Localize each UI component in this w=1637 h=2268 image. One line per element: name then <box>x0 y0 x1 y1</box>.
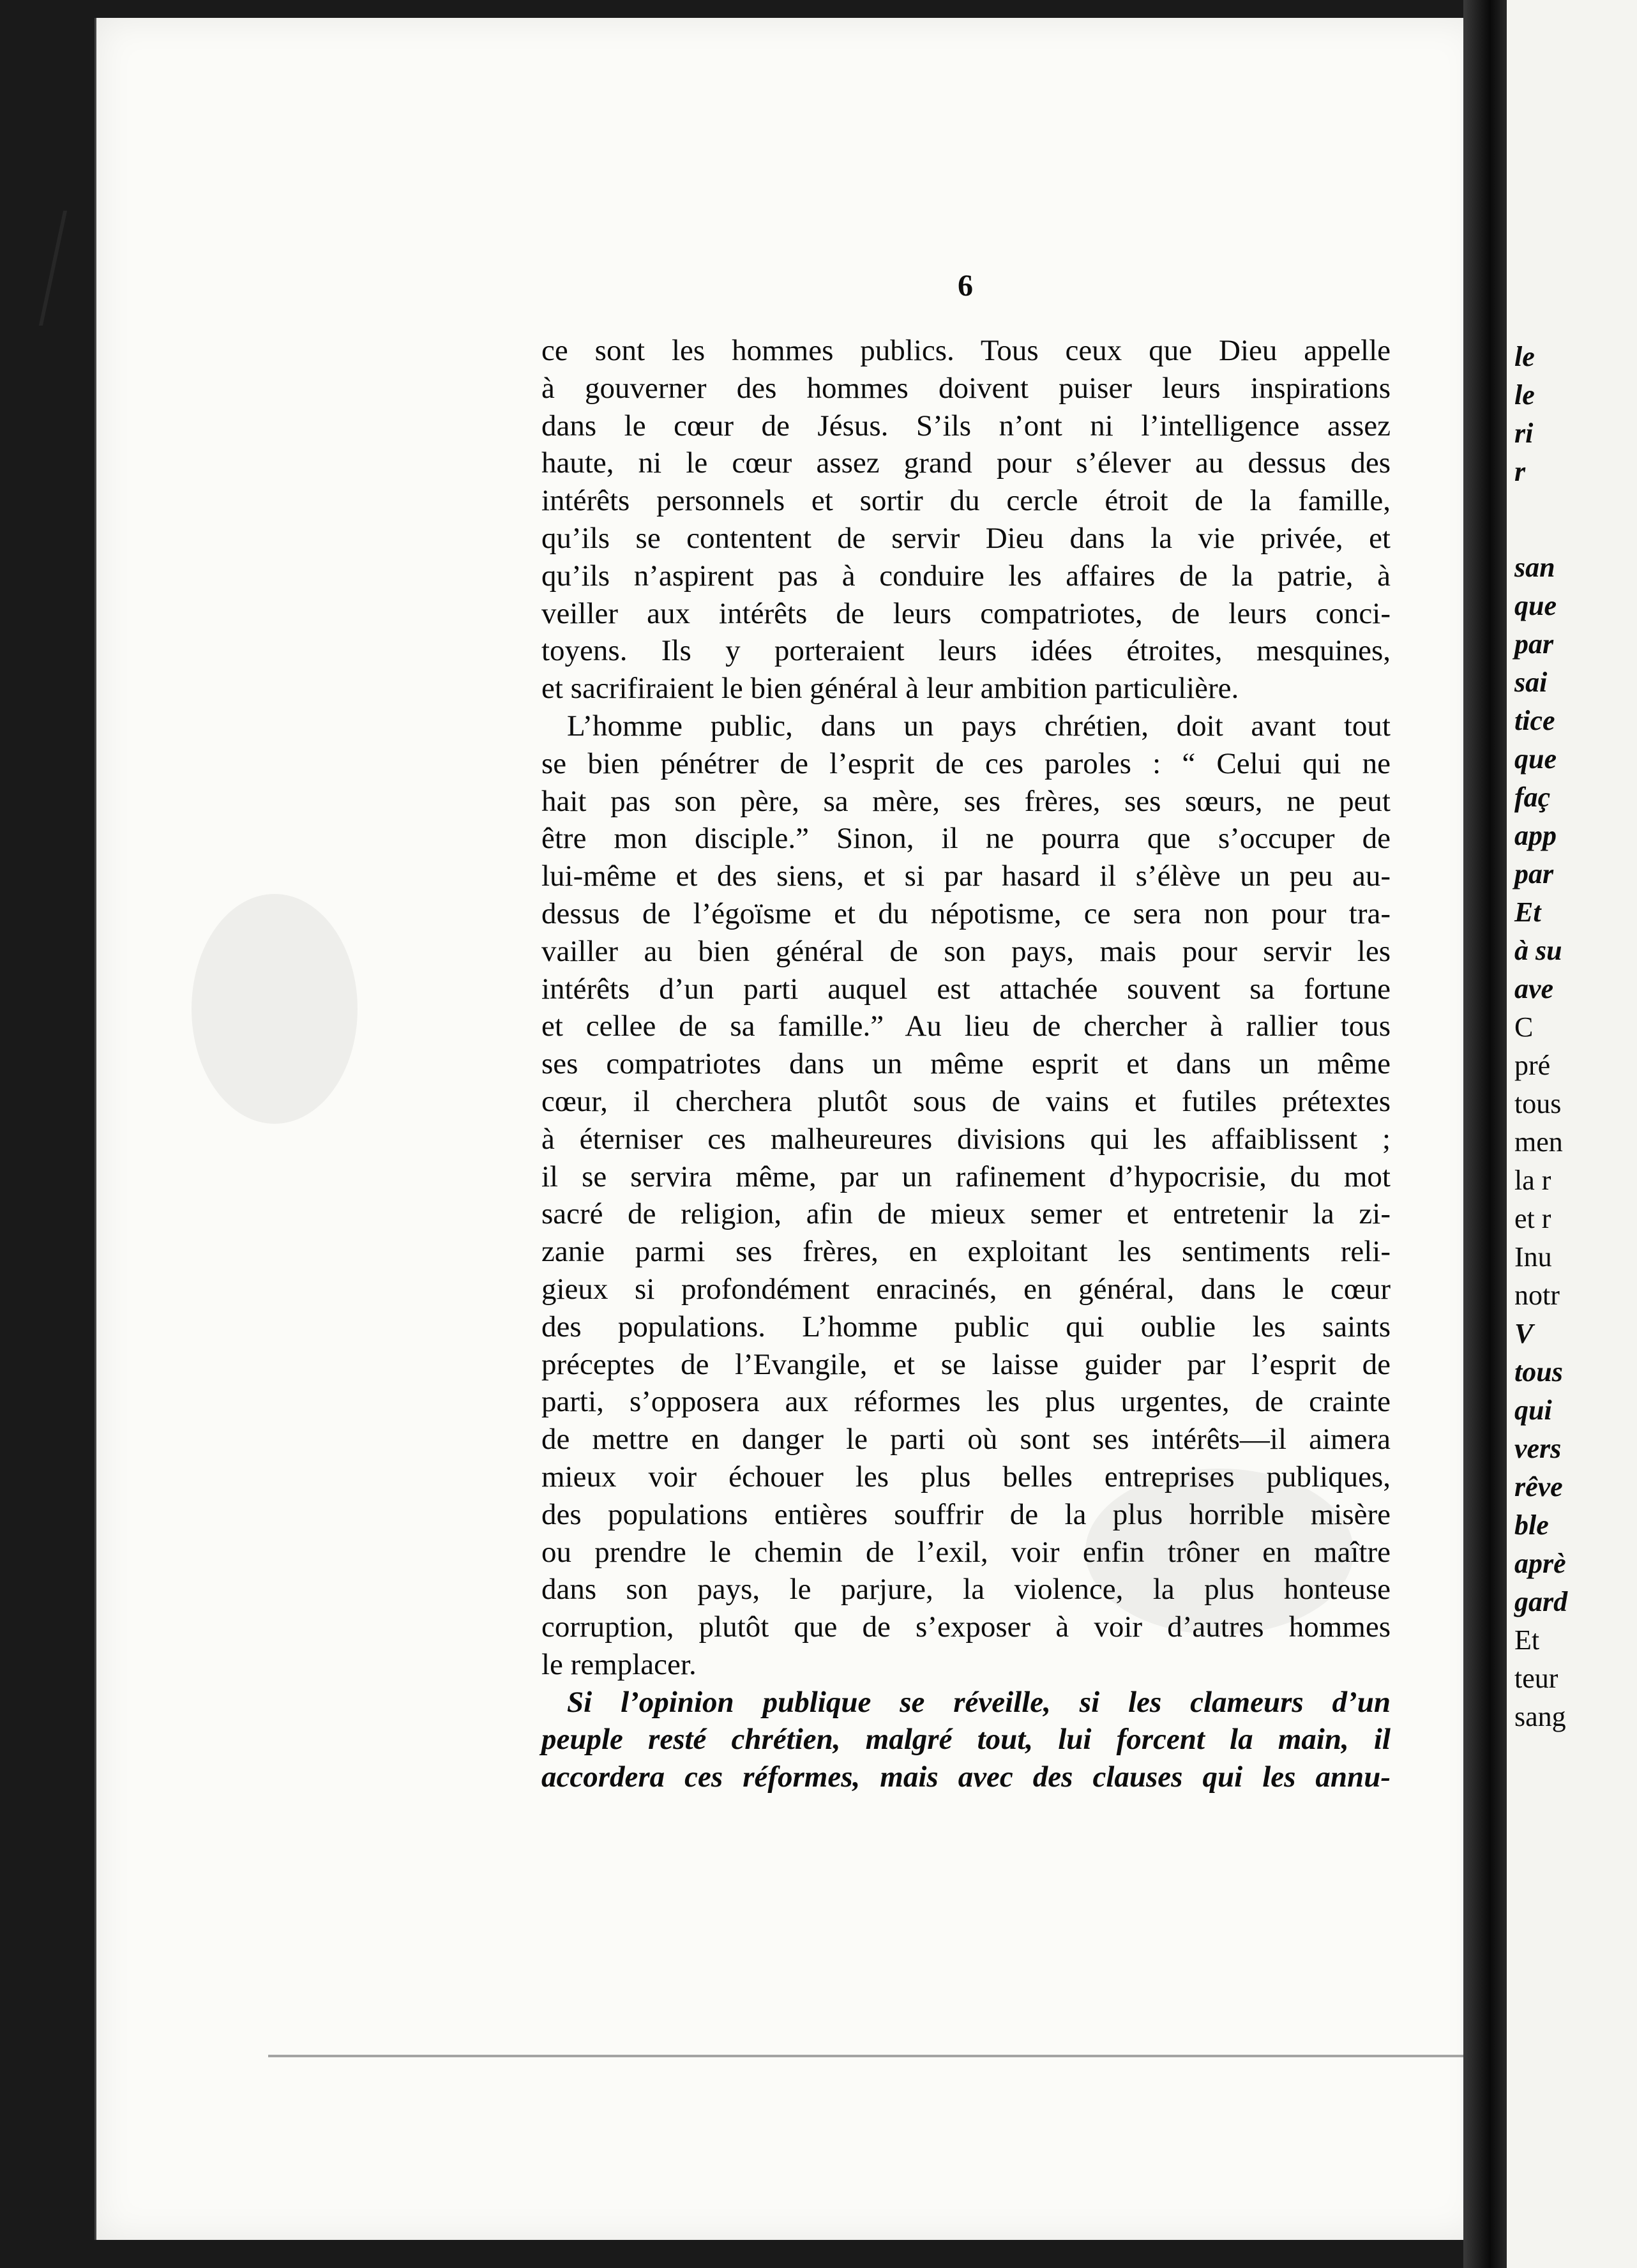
facing-page-text-fragment: rêve <box>1514 1471 1563 1502</box>
text-line: hait pas son père, sa mère, ses frères, ses sœurs, ne peut <box>541 784 1391 818</box>
text-line: veiller aux intérêts de leurs compatriotes, de leurs conci- <box>541 596 1391 630</box>
facing-page-text-fragment: notr <box>1514 1280 1560 1311</box>
text-line: être mon disciple.” Sinon, il ne pourra que s’occuper de <box>541 822 1391 856</box>
text-line: et cellee de sa famille.” Au lieu de chercher à rallier tous <box>541 1009 1391 1043</box>
facing-page-text-fragment: C <box>1514 1011 1534 1043</box>
facing-page-text-fragment: vers <box>1514 1433 1562 1464</box>
page-bottom-edge <box>268 2055 1468 2057</box>
text-line: qu’ils n’aspirent pas à conduire les affaires de la patrie, à <box>541 559 1391 593</box>
text-line: ce sont les hommes publics. Tous ceux que Dieu appelle <box>541 334 1391 367</box>
facing-page-text-fragment: que <box>1514 743 1557 775</box>
text-line: Si l’opinion publique se réveille, si les clameurs d’un <box>567 1685 1391 1719</box>
text-line: des populations entières souffrir de la plus horrible misère <box>541 1497 1391 1531</box>
text-line: il se servira même, par un rafinement d’hypocrisie, du mot <box>541 1160 1391 1193</box>
text-line: gieux si profondément enracinés, en général, dans le cœur <box>541 1272 1391 1306</box>
text-line: lui-même et des siens, et si par hasard il s’élève un peu au- <box>541 859 1391 893</box>
text-line: qu’ils se contentent de servir Dieu dans la vie privée, et <box>541 521 1391 555</box>
facing-page-text-fragment: tice <box>1514 705 1555 736</box>
text-line: à éterniser ces malheureures divisions qui les affaiblissent ; <box>541 1122 1391 1156</box>
text-line: dessus de l’égoïsme et du népotisme, ce sera non pour tra- <box>541 896 1391 930</box>
text-line: haute, ni le cœur assez grand pour s’élever au dessus des <box>541 446 1391 480</box>
facing-page-text-fragment: ble <box>1514 1509 1549 1541</box>
facing-page-text-fragment: faç <box>1514 782 1551 813</box>
facing-page-text-fragment: qui <box>1514 1395 1552 1426</box>
facing-page-text-fragment: le <box>1514 379 1535 411</box>
facing-page-text-fragment: teur <box>1514 1663 1558 1694</box>
book-gutter <box>1463 0 1508 2268</box>
facing-page-text-fragment: r <box>1514 456 1526 487</box>
text-line: ses compatriotes dans un même esprit et dans un même <box>541 1047 1391 1081</box>
facing-page-text-fragment: aprè <box>1514 1548 1566 1579</box>
text-line: à gouverner des hommes doivent puiser leurs inspirations <box>541 371 1391 405</box>
facing-page-text-fragment: ave <box>1514 973 1554 1004</box>
text-line: vailler au bien général de son pays, mais pour servir les <box>541 934 1391 968</box>
text-line: mieux voir échouer les plus belles entreprises publiques, <box>541 1460 1391 1493</box>
text-line: dans son pays, le parjure, la violence, la plus honteuse <box>541 1573 1391 1606</box>
facing-page-text-fragment: tous <box>1514 1088 1562 1119</box>
facing-page-text-fragment: par <box>1514 628 1554 660</box>
text-line: ou prendre le chemin de l’exil, voir enfin trôner en maître <box>541 1535 1391 1569</box>
facing-page-text-fragment: V <box>1514 1318 1534 1349</box>
facing-page-text-fragment: gard <box>1514 1586 1568 1617</box>
facing-page-text-fragment: le <box>1514 341 1535 372</box>
facing-page-text-fragment: men <box>1514 1126 1563 1158</box>
text-line: se bien pénétrer de l’esprit de ces paroles : “ Celui qui ne <box>541 746 1391 780</box>
text-line: sacré de religion, afin de mieux semer et entretenir la zi- <box>541 1197 1391 1231</box>
text-line: zanie parmi ses frères, en exploitant les sentiments reli- <box>541 1235 1391 1269</box>
text-line: le remplacer. <box>541 1647 697 1681</box>
facing-page-fragment <box>1507 0 1637 2268</box>
facing-page-text-fragment: la r <box>1514 1165 1551 1196</box>
facing-page-text-fragment: ri <box>1514 418 1534 449</box>
facing-page-text-fragment: san <box>1514 552 1555 583</box>
text-line: intérêts personnels et sortir du cercle étroit de la famille, <box>541 484 1391 518</box>
facing-page-text-fragment: app <box>1514 820 1557 851</box>
text-line: corruption, plutôt que de s’exposer à voir d’autres hommes <box>541 1610 1391 1644</box>
facing-page-text-fragment: Inu <box>1514 1241 1552 1273</box>
facing-page-text-fragment: que <box>1514 590 1557 621</box>
text-line: cœur, il cherchera plutôt sous de vains et futiles prétextes <box>541 1084 1391 1118</box>
text-line: dans le cœur de Jésus. S’ils n’ont ni l’intelligence assez <box>541 409 1391 442</box>
facing-page-text-fragment: et r <box>1514 1203 1551 1234</box>
page-number: 6 <box>958 269 973 303</box>
facing-page-text-fragment: Et <box>1514 896 1541 928</box>
text-line: parti, s’opposera aux réformes les plus urgentes, de crainte <box>541 1385 1391 1419</box>
facing-page-text-fragment: pré <box>1514 1050 1551 1081</box>
text-line: intérêts d’un parti auquel est attachée souvent sa fortune <box>541 972 1391 1006</box>
facing-page-text-fragment: tous <box>1514 1356 1563 1387</box>
text-line: et sacrifiraient le bien général à leur ambition particulière. <box>541 672 1239 706</box>
text-line: peuple resté chrétien, malgré tout, lui forcent la main, il <box>541 1723 1391 1757</box>
text-line: accordera ces réformes, mais avec des clauses qui les annu- <box>541 1760 1391 1794</box>
text-line: toyens. Ils y porteraient leurs idées étroites, mesquines, <box>541 634 1391 668</box>
text-line: L’homme public, dans un pays chrétien, doit avant tout <box>567 709 1391 743</box>
facing-page-text-fragment: Et <box>1514 1624 1540 1656</box>
facing-page-text-fragment: par <box>1514 858 1554 889</box>
text-line: des populations. L’homme public qui oublie les saints <box>541 1310 1391 1343</box>
facing-page-text-fragment: sang <box>1514 1701 1566 1732</box>
text-line: préceptes de l’Evangile, et se laisse guider par l’esprit de <box>541 1347 1391 1381</box>
body-text <box>541 332 1391 1796</box>
text-line: de mettre en danger le parti où sont ses intérêts—il aimera <box>541 1423 1391 1456</box>
paper-stain <box>192 894 358 1124</box>
facing-page-text-fragment: sai <box>1514 667 1548 698</box>
facing-page-text-fragment: à su <box>1514 935 1562 966</box>
